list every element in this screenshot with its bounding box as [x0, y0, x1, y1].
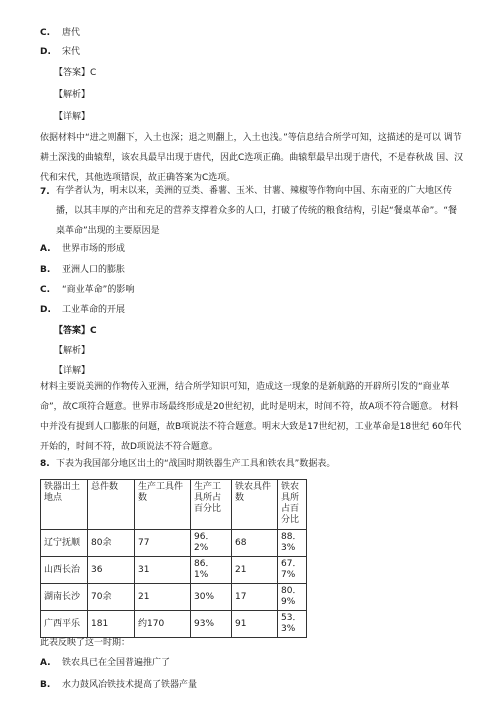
- table-cell: 约170: [135, 611, 191, 638]
- option-a-text: 世界市场的形成: [62, 244, 126, 254]
- answer-label: 【答案】C: [54, 68, 97, 78]
- table-header-cell: 铁农具所占百分比: [278, 480, 307, 530]
- analysis-label: 【解析】: [54, 90, 91, 100]
- question-number: 8.: [40, 459, 50, 469]
- option-d-label: D.: [40, 47, 51, 57]
- option-c-text: “商业革命”的影响: [62, 285, 135, 295]
- detail-label: 【详解】: [54, 112, 91, 122]
- table-cell: 80余: [88, 530, 135, 557]
- table-cell: 80．9%: [278, 584, 307, 611]
- table-cell: 53．3%: [278, 611, 307, 638]
- option-a-text: 铁农具已在全国普遍推广了: [62, 658, 171, 668]
- table-cell: 70余: [88, 584, 135, 611]
- table-cell: 17: [232, 584, 278, 611]
- table-header-cell: 总件数: [88, 480, 135, 530]
- table-cell: 91: [232, 611, 278, 638]
- option-b-text: 亚洲人口的膨胀: [62, 265, 126, 275]
- table-cell: 湖南长沙: [41, 584, 88, 611]
- option-c-label: C.: [40, 285, 51, 295]
- table-cell: 88．3%: [278, 530, 307, 557]
- explanation-paragraph: 材料主要说美洲的作物传入亚洲，结合所学知识可知，造成这一现象的是新航路的开辟所引发的“商业革 命”，故C项符合题意。世界市场最终形成是20世纪初，此时是明末，时间不符，故A项不符合题意。 材料中并没有提到人口膨胀的问题，故B项说法不符合题意。明末大致是17世纪初，工业革命是18世纪 60年代开始的，时间不符，故D项说法不符合题意。: [40, 382, 462, 452]
- table-header-cell: 铁器出土地点: [41, 480, 88, 530]
- table-cell: 181: [88, 611, 135, 638]
- option-c-label: C.: [40, 28, 51, 38]
- question-stem: 有学者认为，明末以来，美洲的豆类、番薯、玉米、甘薯、辣椒等作物向中国、东南亚的广大地区传 播，以其丰厚的产出和充足的营养支撑着众多的人口，打破了传统的粮食结构，引起“餐桌革命”。“餐 桌革命”出现的主要原因是: [56, 186, 457, 236]
- table-cell: 86．1%: [191, 557, 232, 584]
- table-cell: 辽宁抚顺: [41, 530, 88, 557]
- table-cell: 21: [232, 557, 278, 584]
- option-d-text: 宋代: [62, 47, 81, 57]
- option-a-label: A.: [40, 658, 51, 668]
- table-cell: 21: [135, 584, 191, 611]
- option-d-label: D.: [40, 305, 51, 315]
- option-a-label: A.: [40, 244, 51, 254]
- option-c-text: 唐代: [62, 28, 81, 38]
- answer-label: 【答案】C: [54, 326, 97, 336]
- detail-label: 【详解】: [54, 366, 91, 376]
- table-row: [41, 584, 307, 611]
- followup-text: 此表反映了这一时期：: [40, 638, 131, 648]
- table-cell: 67．7%: [278, 557, 307, 584]
- explanation-paragraph: 依据材料中“进之则翻下，入土也深；退之则翻上，入土也浅。”等信息结合所学可知，这描述的是可以 调节耕土深浅的曲辕犁，该农具最早出现于唐代，因此C选项正确。曲辕犁最早出现于唐代，不是春秋战 国、汉代和宋代，其他选项错误，故正确答案为C选项。: [40, 133, 464, 183]
- option-b-text: 水力鼓风冶铁技术提高了铁器产量: [62, 680, 198, 690]
- table-header-cell: 生产工具所占百分比: [191, 480, 232, 530]
- table-row: [41, 530, 307, 557]
- table-cell: 31: [135, 557, 191, 584]
- data-table: [40, 479, 307, 638]
- table-cell: 68: [232, 530, 278, 557]
- table-cell: 30%: [191, 584, 232, 611]
- question-number: 7.: [40, 187, 50, 197]
- table-row: [41, 557, 307, 584]
- table-cell: 广西平乐: [41, 611, 88, 638]
- option-d-text: 工业革命的开展: [62, 305, 126, 315]
- table-cell: 96．2%: [191, 530, 232, 557]
- table-header-cell: 生产工具件数: [135, 480, 191, 530]
- table-cell: 36: [88, 557, 135, 584]
- option-b-label: B.: [40, 265, 51, 275]
- option-b-label: B.: [40, 680, 51, 690]
- analysis-label: 【解析】: [54, 346, 91, 356]
- table-cell: 77: [135, 530, 191, 557]
- table-cell: 山西长治: [41, 557, 88, 584]
- table-row: [41, 611, 307, 638]
- table-header-row: [41, 480, 307, 530]
- table-header-cell: 铁农具件数: [232, 480, 278, 530]
- table-cell: 93%: [191, 611, 232, 638]
- question-stem: 下表为我国部分地区出土的“战国时期铁器生产工具和铁农具”数据表。: [56, 459, 336, 469]
